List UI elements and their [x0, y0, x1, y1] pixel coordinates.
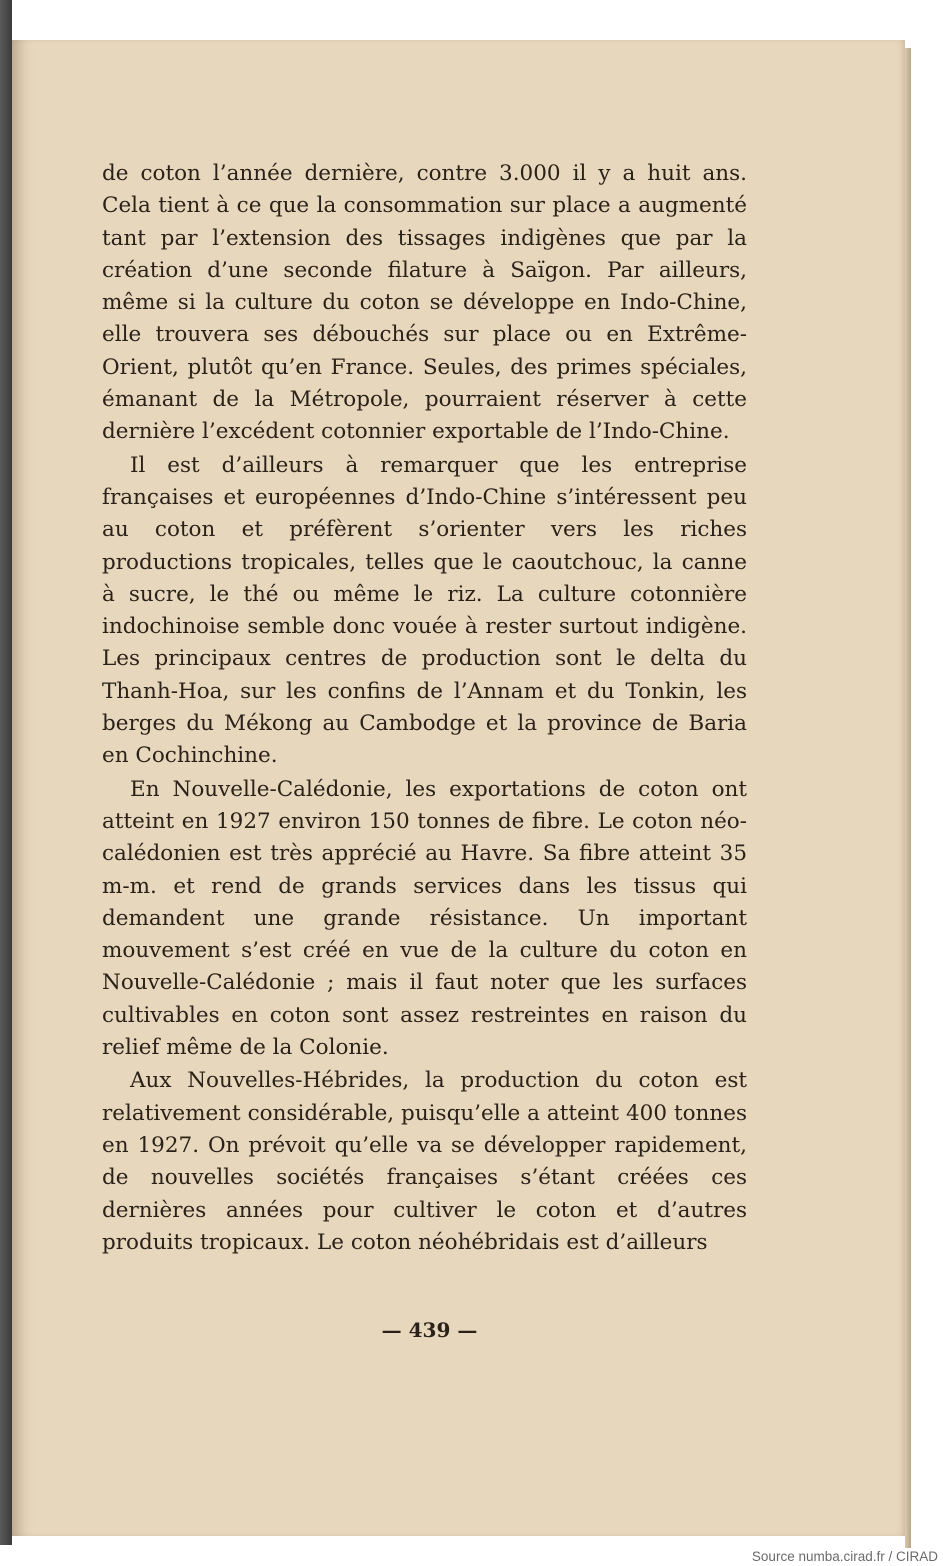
source-credit: Source numba.cirad.fr / CIRAD	[751, 1549, 938, 1564]
body-text	[102, 158, 747, 1259]
paragraph-new-caledonia: En Nouvelle-Calédonie, les exportations de coton ont atteint en 1927 environ 150 tonnes de fibre. Le coton néo-calédonien est très apprécié au Havre. Sa fibre atteint 35 m-m. et rend de grands services dans les tissus qui demandent une grande résistance. Un important mouvement s’est créé en vue de la culture du coton en Nouvelle-Calédonie ; mais il faut noter que les surfaces cultivables en coton sont assez restreintes en raison du relief même de la Colonie.	[102, 776, 747, 1061]
book-page	[12, 40, 905, 1536]
page-number: — 439 —	[381, 1318, 478, 1342]
paragraph-indochina-enterprises: Il est d’ailleurs à remarquer que les entreprise françaises et européennes d’Indo-Chine s’intéressent peu au coton et préfèrent s’orienter vers les riches productions tropicales, telles que le caoutchouc, la canne à sucre, le thé ou même le riz. La culture cotonnière indochinoise semble donc vouée à rester surtout indigène. Les principaux centres de production sont le delta du Thanh-Hoa, sur les confins de l’Annam et du Tonkin, les berges du Mékong au Cambodge et la province de Baria en Cochinchine.	[102, 452, 747, 769]
paragraph-indochina-exports: de coton l’année dernière, contre 3.000 il y a huit ans. Cela tient à ce que la consommation sur place a augmenté tant par l’extension des tissages indigènes que par la création d’une seconde filature à Saïgon. Par ailleurs, même si la culture du coton se développe en Indo-Chine, elle trouvera ses débouchés sur place ou en Extrême-Orient, plutôt qu’en France. Seules, des primes spéciales, émanant de la Métropole, pourraient réserver à cette dernière l’excédent cotonnier exportable de l’Indo-Chine.	[102, 161, 747, 445]
paragraph-new-hebrides: Aux Nouvelles-Hébrides, la production du coton est relativement considérable, puisqu’elle a atteint 400 tonnes en 1927. On prévoit qu’elle va se développer rapidement, de nouvelles sociétés françaises s’étant créées ces dernières années pour cultiver le coton et d’autres produits tropicaux. Le coton néohébridais est d’ailleurs	[102, 1068, 747, 1255]
book-spine-edge	[0, 0, 12, 1545]
page-stack-edge	[905, 48, 911, 1548]
